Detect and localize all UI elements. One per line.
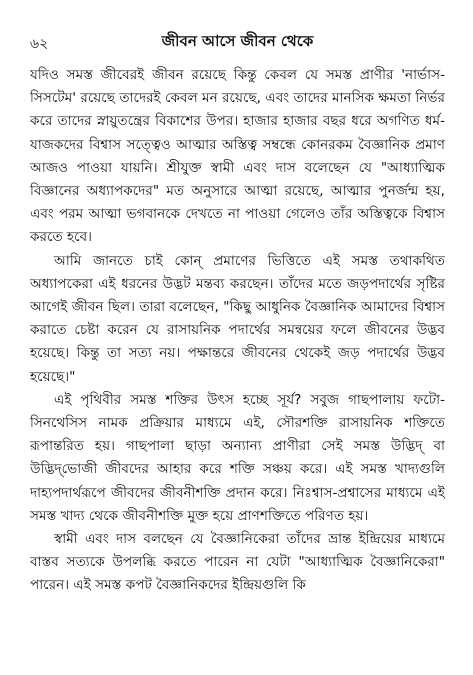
paragraph-2: আমি জানতে চাই কোন্ প্রমাণের ভিত্তিতে এই সমস্ত তথাকথিত অধ্যাপকেরা এই ধরনের উদ্ভট মন্তব্য করছেন। তাঁদের মতে জড়পদার্থের সৃষ্টির আগেই জীবন ছিল। তারা বলেছেন, "কিছু আধুনিক বৈজ্ঞানিক আমাদের বিশ্বাস করাতে চেষ্টা করেন যে রাসায়নিক পদার্থের সমন্বয়ের ফলে জীবনের উদ্ভব হয়েছে। কিন্তু তা সত্য নয়। পক্ষান্তরে জীবনের থেকেই জড় পদার্থের উদ্ভব হয়েছে।" [30,252,445,385]
running-title: জীবন আসে জীবন থেকে [161,32,314,50]
paragraph-1: যদিও সমস্ত জীবেরই জীবন রয়েছে কিন্তু কেবল যে সমস্ত প্রাণীর 'নার্ভাস-সিসটেম' রয়েছে তাদেরই কেবল মন রয়েছে, এবং তাদের মানসিক ক্ষমতা নির্ভর করে তাদের স্নায়ুতন্ত্রের বিকাশের উপর। হাজার হাজার বছর ধরে অগণিত ধর্ম-যাজকদের বিশ্বাস সত্ত্বেও আত্মার অস্তিত্ব সম্বন্ধে কোনরকম বৈজ্ঞানিক প্রমাণ আজও পাওয়া যায়নি। শ্রীযুক্ত স্বামী এবং দাস বলেছেন যে "আধ্যাত্মিক বিজ্ঞানের অধ্যাপকদের" মত অনুসারে আত্মা রয়েছে, আত্মার পুনর্জন্ম হয়, এবং পরম আত্মা ভগবানকে দেখতে না পাওয়া গেলেও তাঁর অস্তিত্বকে বিশ্বাস করতে হবে। [30,67,445,246]
paragraph-4: স্বামী এবং দাস বলছেন যে বৈজ্ঞানিকেরা তাঁদের ভ্রান্ত ইন্দ্রিয়ের মাধ্যমে বাস্তব সত্যকে উপলব্ধি করতে পারেন না যেটা "আধ্যাত্মিক বৈজ্ঞানিকেরা" পারেন। এই সমস্ত কপট বৈজ্ঞানিকদের ইন্দ্রিয়গুলি কি [30,531,445,594]
body-text [30,64,445,598]
page-header [30,30,445,52]
page-number: ৬২ [30,36,49,52]
paragraph-3: এই পৃথিবীর সমস্ত শক্তির উৎস হচ্ছে সূর্য? সবুজ গাছপালায় ফটো-সিনথেসিস নামক প্রক্রিয়ার মাধ্যমে এই, সৌরশক্তি রাসায়নিক শক্তিতে রূপান্তরিত হয়। গাছপালা ছাড়া অন্যান্য প্রাণীরা সেই সমস্ত উদ্ভিদ্ বা উদ্ভিদ্‌ভোজী জীবদের আহার করে শক্তি সঞ্চয় করে। এই সমস্ত খাদ্যগুলি দাহ্যপদার্থরূপে জীবদের জীবনীশক্তি প্রদান করে। নিঃশ্বাস-প্রশ্বাসের মাধ্যমে এই সমস্ত খাদ্য থেকে জীবনীশক্তি মুক্ত হয়ে প্রাণশক্তিতে পরিণত হয়। [30,391,445,524]
